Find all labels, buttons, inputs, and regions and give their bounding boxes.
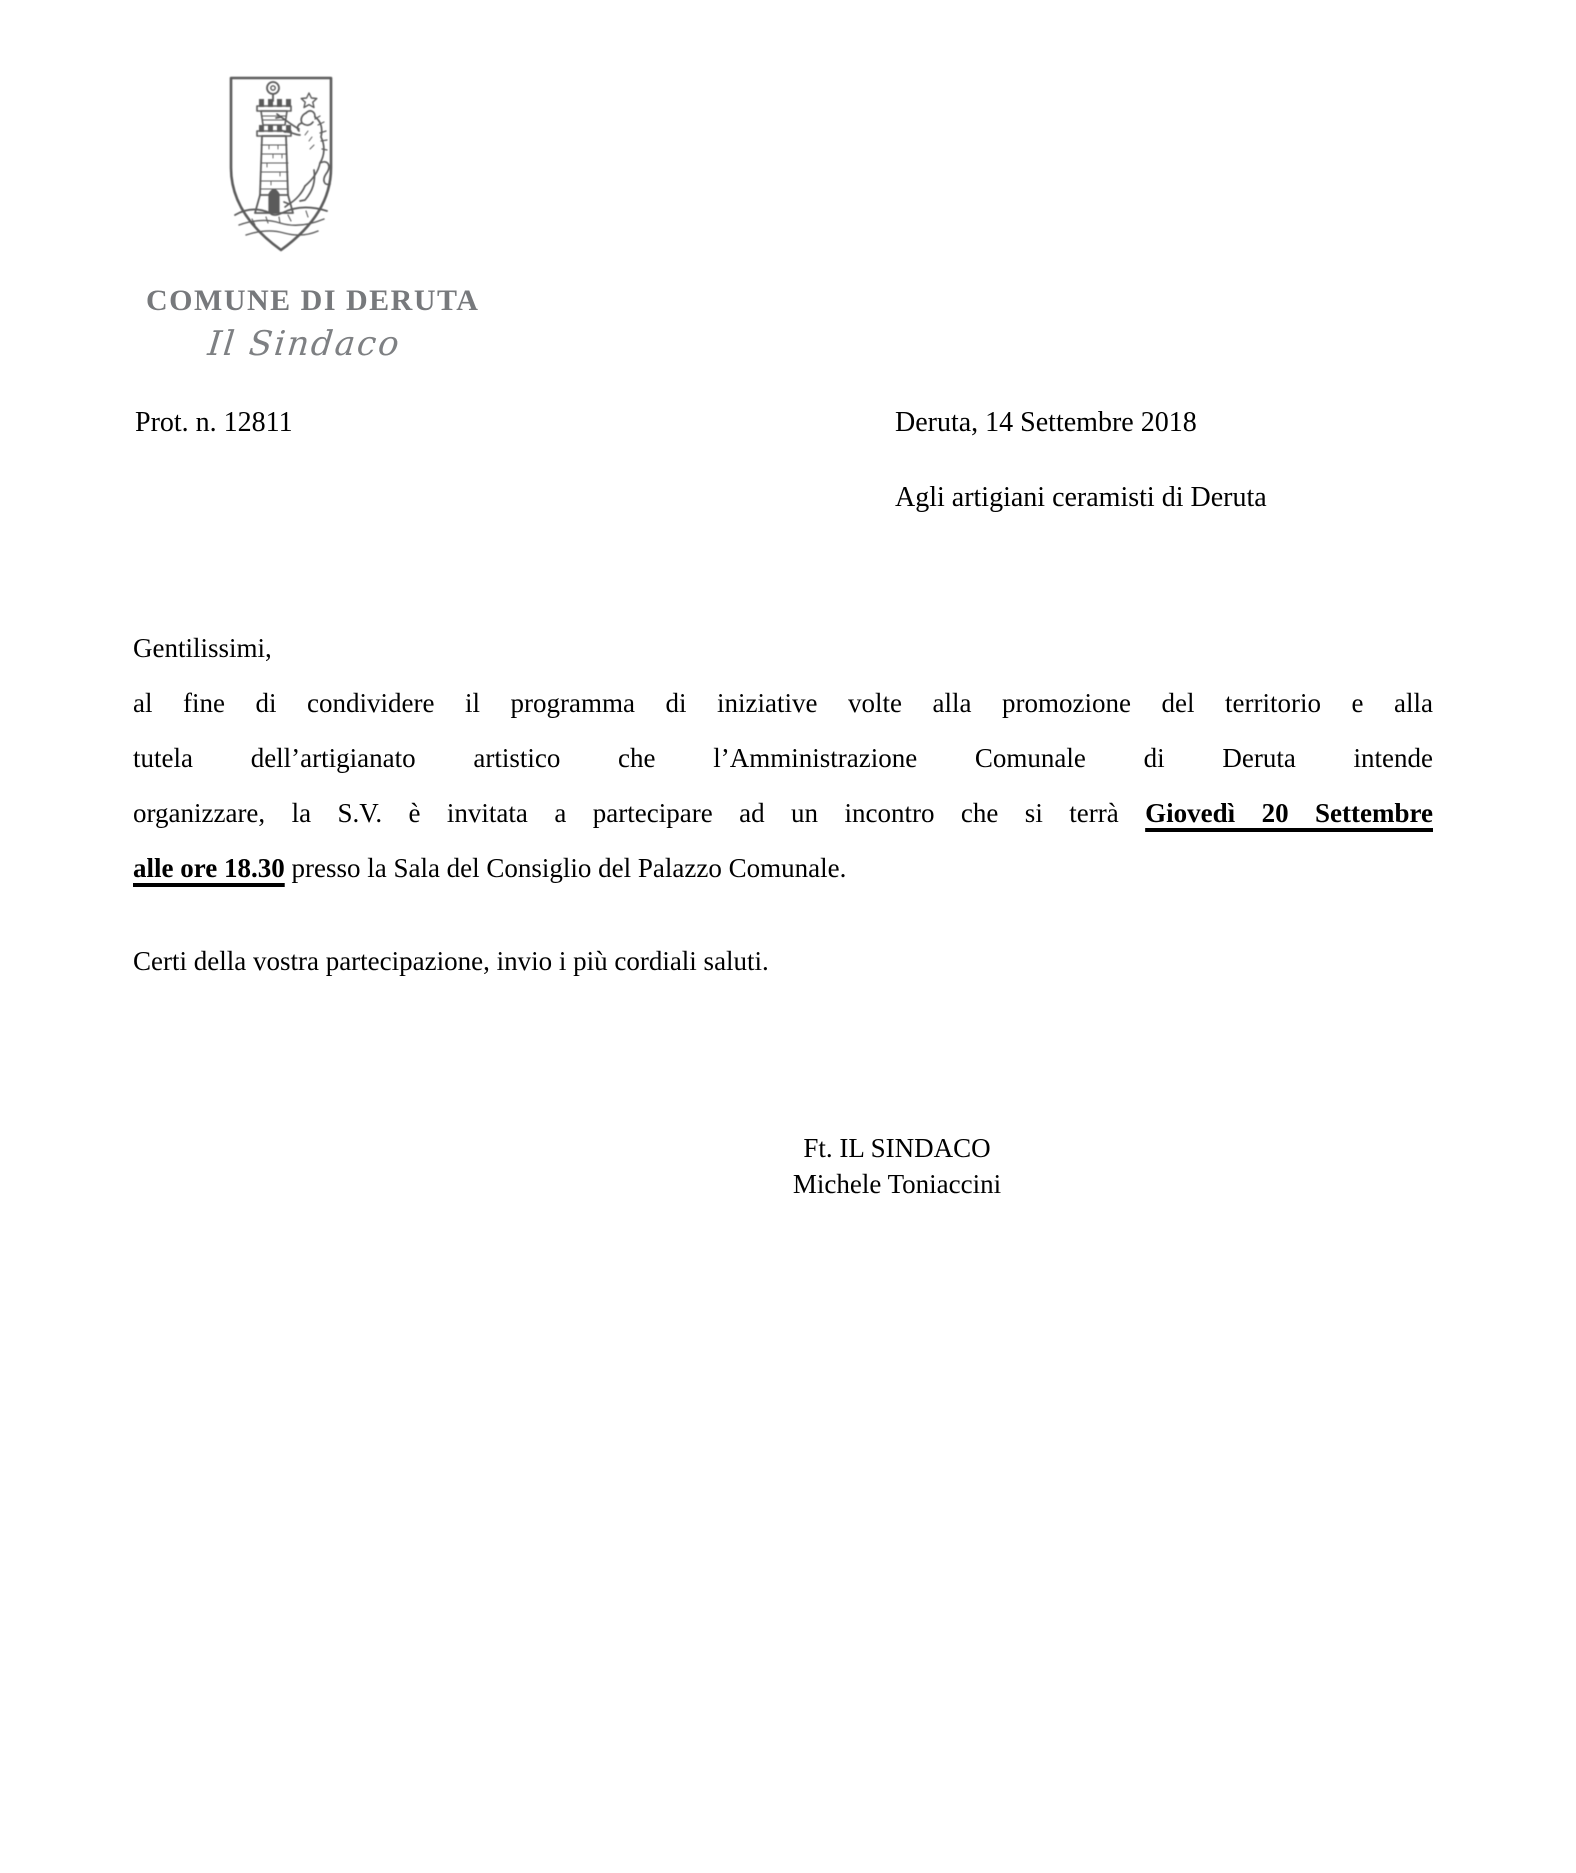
signature-block [597, 1130, 1197, 1202]
body-line-2: al fine di condividere il programma di iniziative volte alla promozione del territorio e alla [133, 688, 1433, 718]
closing-line: Certi della vostra partecipazione, invio i più cordiali saluti. [133, 946, 769, 976]
meeting-date-bold: Giovedì 20 Settembre [1145, 798, 1433, 828]
recipient-line: Agli artigiani ceramisti di Deruta [895, 482, 1267, 513]
meeting-time-bold: alle ore 18.30 [133, 853, 285, 883]
letter-body [133, 621, 1433, 989]
signature-role: Ft. IL SINDACO [803, 1133, 991, 1163]
signature-name: Michele Toniaccini [792, 1169, 1002, 1199]
body-line-5 [133, 841, 1433, 896]
body-line-3: tutela dell’artigianato artistico che l’Amministrazione Comunale di Deruta intende [133, 743, 1433, 773]
date-recipient-block [895, 406, 1267, 515]
salutation-line: Gentilissimi, [133, 633, 272, 663]
coat-of-arms-image [222, 72, 340, 256]
body-text-segment: organizzare, la S.V. è invitata a partecipare ad un incontro che si terrà [133, 798, 1146, 828]
place-date-line: Deruta, 14 Settembre 2018 [895, 407, 1197, 438]
office-title: Il Sindaco [205, 324, 403, 364]
protocol-number: Prot. n. 12811 [135, 407, 293, 438]
body-text-segment: presso la Sala del Consiglio del Palazzo Comunale. [284, 853, 847, 883]
body-line-4 [133, 786, 1433, 841]
municipality-name: COMUNE DI DERUTA [146, 284, 480, 317]
